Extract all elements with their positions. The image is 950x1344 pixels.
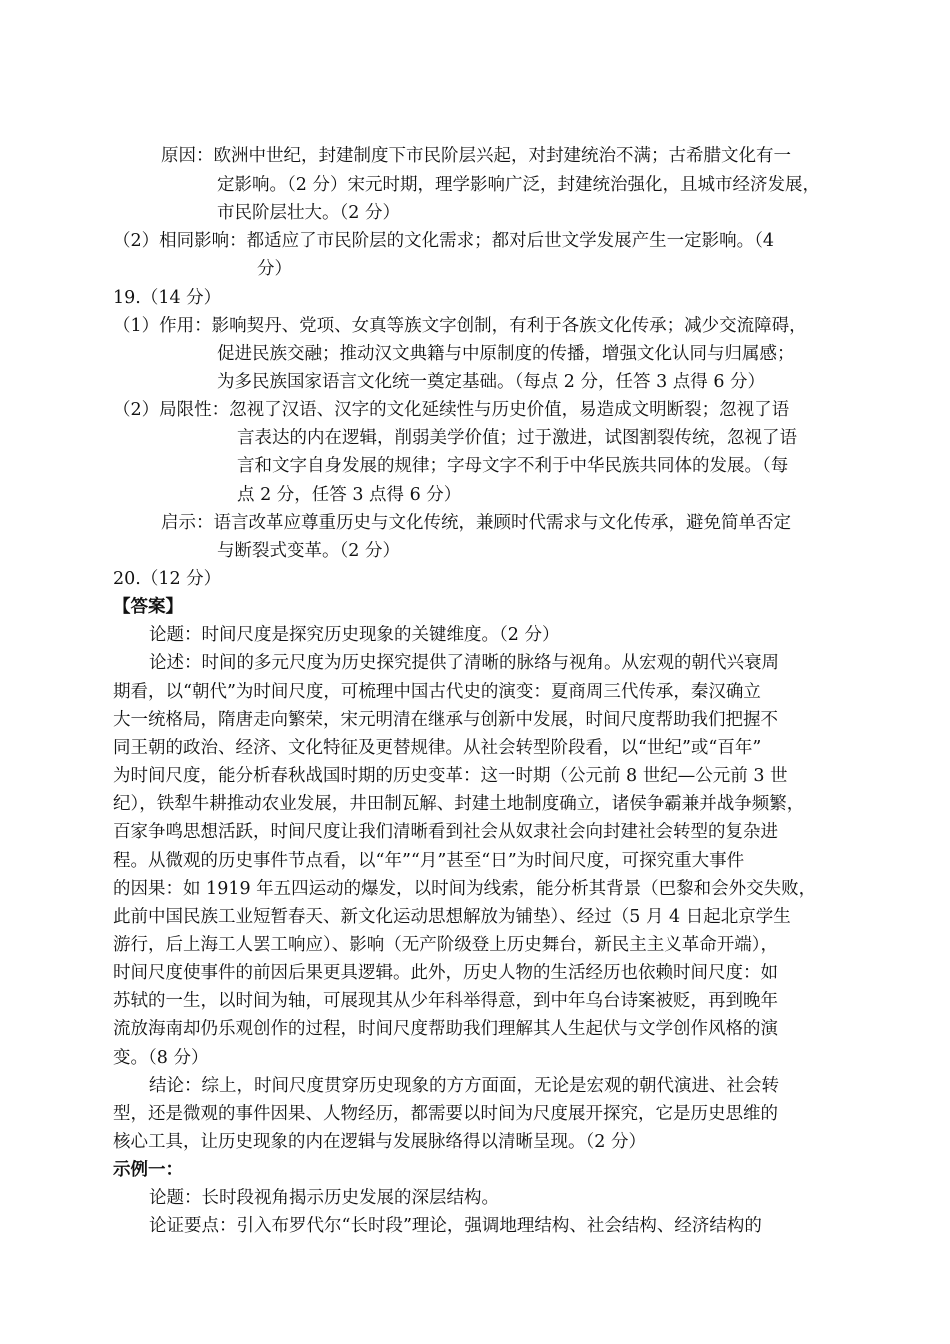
q20-argument-line-5: 为时间尺度，能分析春秋战国时期的历史变革：这一时期（公元前 8 世纪—公元前 3 世 <box>113 766 788 786</box>
q19-insight-line-2: 与断裂式变革。（2 分） <box>217 541 400 561</box>
example1-points-line: 论证要点：引入布罗代尔“长时段”理论，强调地理结构、社会结构、经济结构的 <box>149 1216 762 1236</box>
q19-part1-line-3: 为多民族国家语言文化统一奠定基础。（每点 2 分，任答 3 点得 6 分） <box>217 372 766 392</box>
q20-thesis: 论题：时间尺度是探究历史现象的关键维度。（2 分） <box>149 625 560 645</box>
q18-part2-line-2: 分） <box>257 259 292 279</box>
q19-part2-line-1: （2）局限性：忽视了汉语、汉字的文化延续性与历史价值，易造成文明断裂；忽视了语 <box>113 400 790 420</box>
q20-argument-line-13: 苏轼的一生，以时间为轴，可展现其从少年科举得意，到中年乌台诗案被贬，再到晚年 <box>113 991 778 1011</box>
q20-argument-line-14: 流放海南却仍乐观创作的过程，时间尺度帮助我们理解其人生起伏与文学创作风格的演 <box>113 1019 778 1039</box>
q20-argument-line-15: 变。（8 分） <box>113 1048 209 1068</box>
q20-argument-line-2: 期看，以“朝代”为时间尺度，可梳理中国古代史的演变：夏商周三代传承，秦汉确立 <box>113 682 761 702</box>
q20-conclusion-line-3: 核心工具，让历史现象的内在逻辑与发展脉络得以清晰呈现。（2 分） <box>113 1132 646 1152</box>
q18-reason-line-2: 定影响。（2 分）宋元时期，理学影响广泛，封建统治强化，且城市经济发展， <box>217 175 820 195</box>
q19-part2-line-2: 言表达的内在逻辑，削弱美学价值；过于激进，试图割裂传统，忽视了语 <box>237 428 797 448</box>
q18-part2-line-1: （2）相同影响：都适应了市民阶层的文化需求；都对后世文学发展产生一定影响。（4 <box>113 231 775 251</box>
q20-argument-line-4: 同王朝的政治、经济、文化特征及更替规律。从社会转型阶段看，以“世纪”或“百年” <box>113 738 762 758</box>
q20-argument-line-3: 大一统格局，隋唐走向繁荣，宋元明清在继承与创新中发展，时间尺度帮助我们把握不 <box>113 710 778 730</box>
q19-part2-line-4: 点 2 分，任答 3 点得 6 分） <box>237 485 462 505</box>
q20-argument-line-10: 此前中国民族工业短暂春天、新文化运动思想解放为铺垫）、经过（5 月 4 日起北京学生 <box>113 907 791 927</box>
q19-part1-line-1: （1）作用：影响契丹、党项、女真等族文字创制，有利于各族文化传承；减少交流障碍， <box>113 316 807 336</box>
q20-argument-line-6: 纪），铁犁牛耕推动农业发展，井田制瓦解、封建土地制度确立，诸侯争霸兼并战争频繁， <box>113 794 805 814</box>
answer-label: 【答案】 <box>113 597 183 617</box>
q18-reason-line-1: 原因：欧洲中世纪，封建制度下市民阶层兴起，对封建统治不满；古希腊文化有一 <box>161 146 791 166</box>
q20-argument-line-8: 程。从微观的历史事件节点看，以“年”“月”甚至“日”为时间尺度，可探究重大事件 <box>113 851 745 871</box>
q19-insight-line-1: 启示：语言改革应尊重历史与文化传统，兼顾时代需求与文化传承，避免简单否定 <box>161 513 791 533</box>
q20-conclusion-line-1: 结论：综上，时间尺度贯穿历史现象的方方面面，无论是宏观的朝代演进、社会转 <box>149 1076 779 1096</box>
example1-thesis: 论题：长时段视角揭示历史发展的深层结构。 <box>149 1188 499 1208</box>
q20-argument-line-12: 时间尺度使事件的前因后果更具逻辑。此外，历史人物的生活经历也依赖时间尺度：如 <box>113 963 778 983</box>
q20-conclusion-line-2: 型，还是微观的事件因果、人物经历，都需要以时间为尺度展开探究，它是历史思维的 <box>113 1104 778 1124</box>
q20-argument-line-1: 论述：时间的多元尺度为历史探究提供了清晰的脉络与视角。从宏观的朝代兴衰周 <box>149 653 779 673</box>
q19-part2-line-3: 言和文字自身发展的规律；字母文字不利于中华民族共同体的发展。（每 <box>237 456 789 476</box>
q20-argument-line-7: 百家争鸣思想活跃，时间尺度让我们清晰看到社会从奴隶社会向封建社会转型的复杂进 <box>113 822 778 842</box>
q20-heading: 20.（12 分） <box>113 569 222 589</box>
q18-reason-line-3: 市民阶层壮大。（2 分） <box>217 203 400 223</box>
q19-heading: 19.（14 分） <box>113 288 222 308</box>
q20-argument-line-9: 的因果：如 1919 年五四运动的爆发，以时间为线索，能分析其背景（巴黎和会外交失败， <box>113 879 817 899</box>
q20-argument-line-11: 游行，后上海工人罢工响应）、影响（无产阶级登上历史舞台，新民主主义革命开端）， <box>113 935 778 955</box>
example1-label: 示例一： <box>113 1160 183 1180</box>
q19-part1-line-2: 促进民族交融；推动汉文典籍与中原制度的传播，增强文化认同与归属感； <box>217 344 795 364</box>
